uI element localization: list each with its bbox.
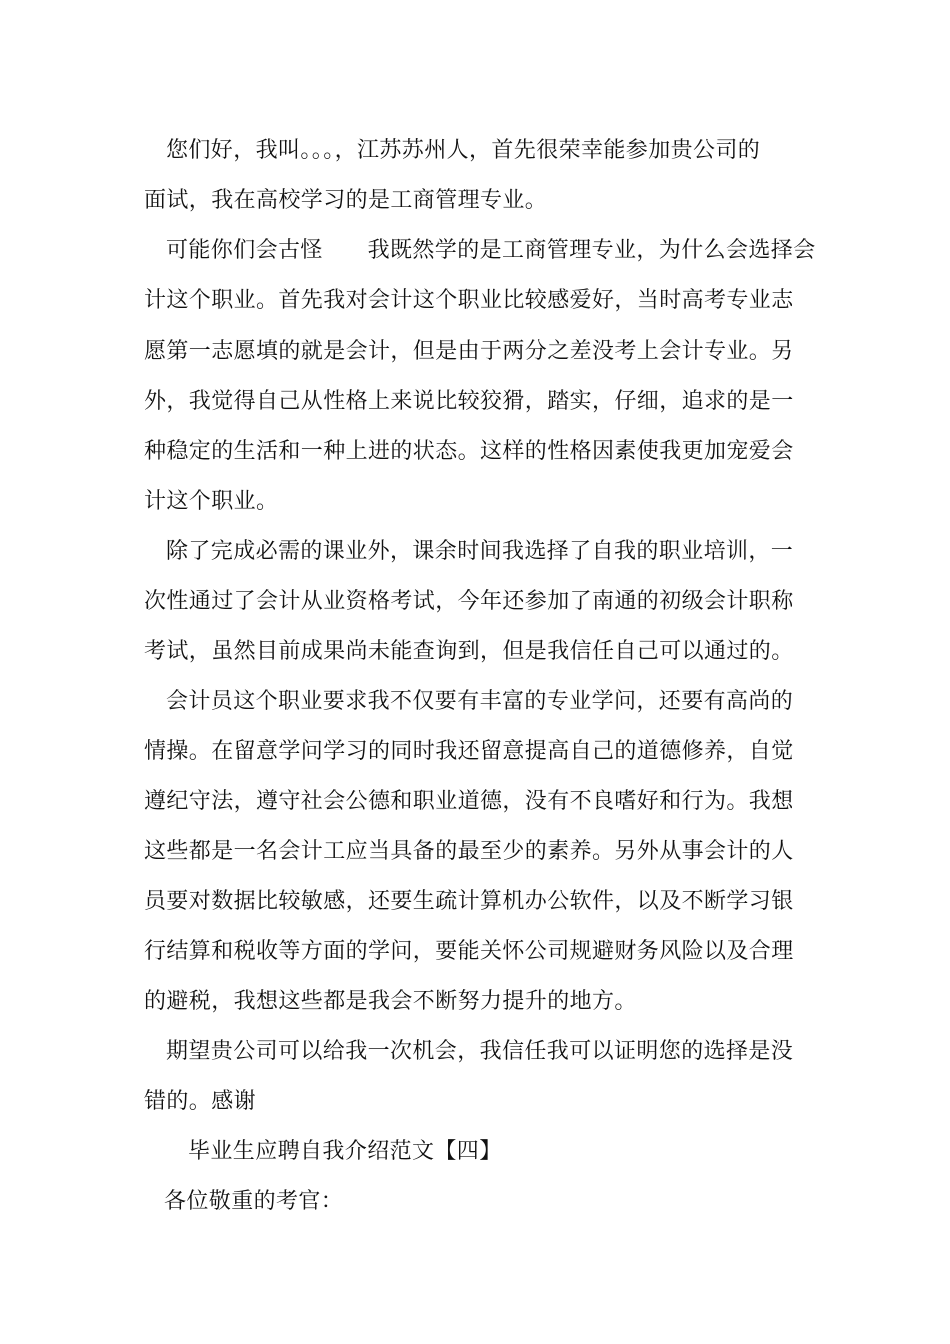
paragraph-line: 计这个职业。 bbox=[144, 489, 279, 514]
paragraph-line: 考试，虽然目前成果尚未能查询到，但是我信任自己可以通过的。 bbox=[144, 639, 794, 664]
paragraph-line: 计这个职业。首先我对会计这个职业比较感爱好，当时高考专业志 bbox=[144, 288, 794, 313]
paragraph-line: 您们好，我叫。。。，江苏苏州人，首先很荣幸能参加贵公司的 bbox=[166, 138, 761, 163]
paragraph-line: 外，我觉得自己从性格上来说比较狡猾，踏实，仔细，追求的是一 bbox=[144, 389, 794, 414]
section-heading: 毕业生应聘自我介绍范文【四】 bbox=[188, 1139, 502, 1164]
paragraph-line: 次性通过了会计从业资格考试，今年还参加了南通的初级会计职称 bbox=[144, 589, 794, 614]
paragraph-line: 可能你们会古怪 我既然学的是工商管理专业，为什么会选择会 bbox=[166, 238, 816, 263]
paragraph-line: 会计员这个职业要求我不仅要有丰富的专业学问，还要有高尚的 bbox=[166, 689, 794, 714]
paragraph-line: 情操。在留意学问学习的同时我还留意提高自己的道德修养，自觉 bbox=[144, 739, 794, 764]
paragraph-line: 这些都是一名会计工应当具备的最至少的素养。另外从事会计的人 bbox=[144, 839, 794, 864]
paragraph-line: 行结算和税收等方面的学问，要能关怀公司规避财务风险以及合理 bbox=[144, 939, 794, 964]
paragraph-line: 错的。感谢 bbox=[144, 1089, 257, 1114]
salutation-line: 各位敬重的考官： bbox=[164, 1189, 344, 1214]
paragraph-line: 种稳定的生活和一种上进的状态。这样的性格因素使我更加宠爱会 bbox=[144, 439, 794, 464]
paragraph-line: 员要对数据比较敏感，还要生疏计算机办公软件，以及不断学习银 bbox=[144, 889, 794, 914]
paragraph-line: 遵纪守法，遵守社会公德和职业道德，没有不良嗜好和行为。我想 bbox=[144, 789, 794, 814]
paragraph-line: 愿第一志愿填的就是会计，但是由于两分之差没考上会计专业。另 bbox=[144, 339, 794, 364]
paragraph-line: 期望贵公司可以给我一次机会，我信任我可以证明您的选择是没 bbox=[166, 1039, 794, 1064]
paragraph-line: 的避税，我想这些都是我会不断努力提升的地方。 bbox=[144, 989, 637, 1014]
paragraph-line: 除了完成必需的课业外，课余时间我选择了自我的职业培训，一 bbox=[166, 539, 794, 564]
paragraph-line: 面试，我在高校学习的是工商管理专业。 bbox=[144, 188, 548, 213]
